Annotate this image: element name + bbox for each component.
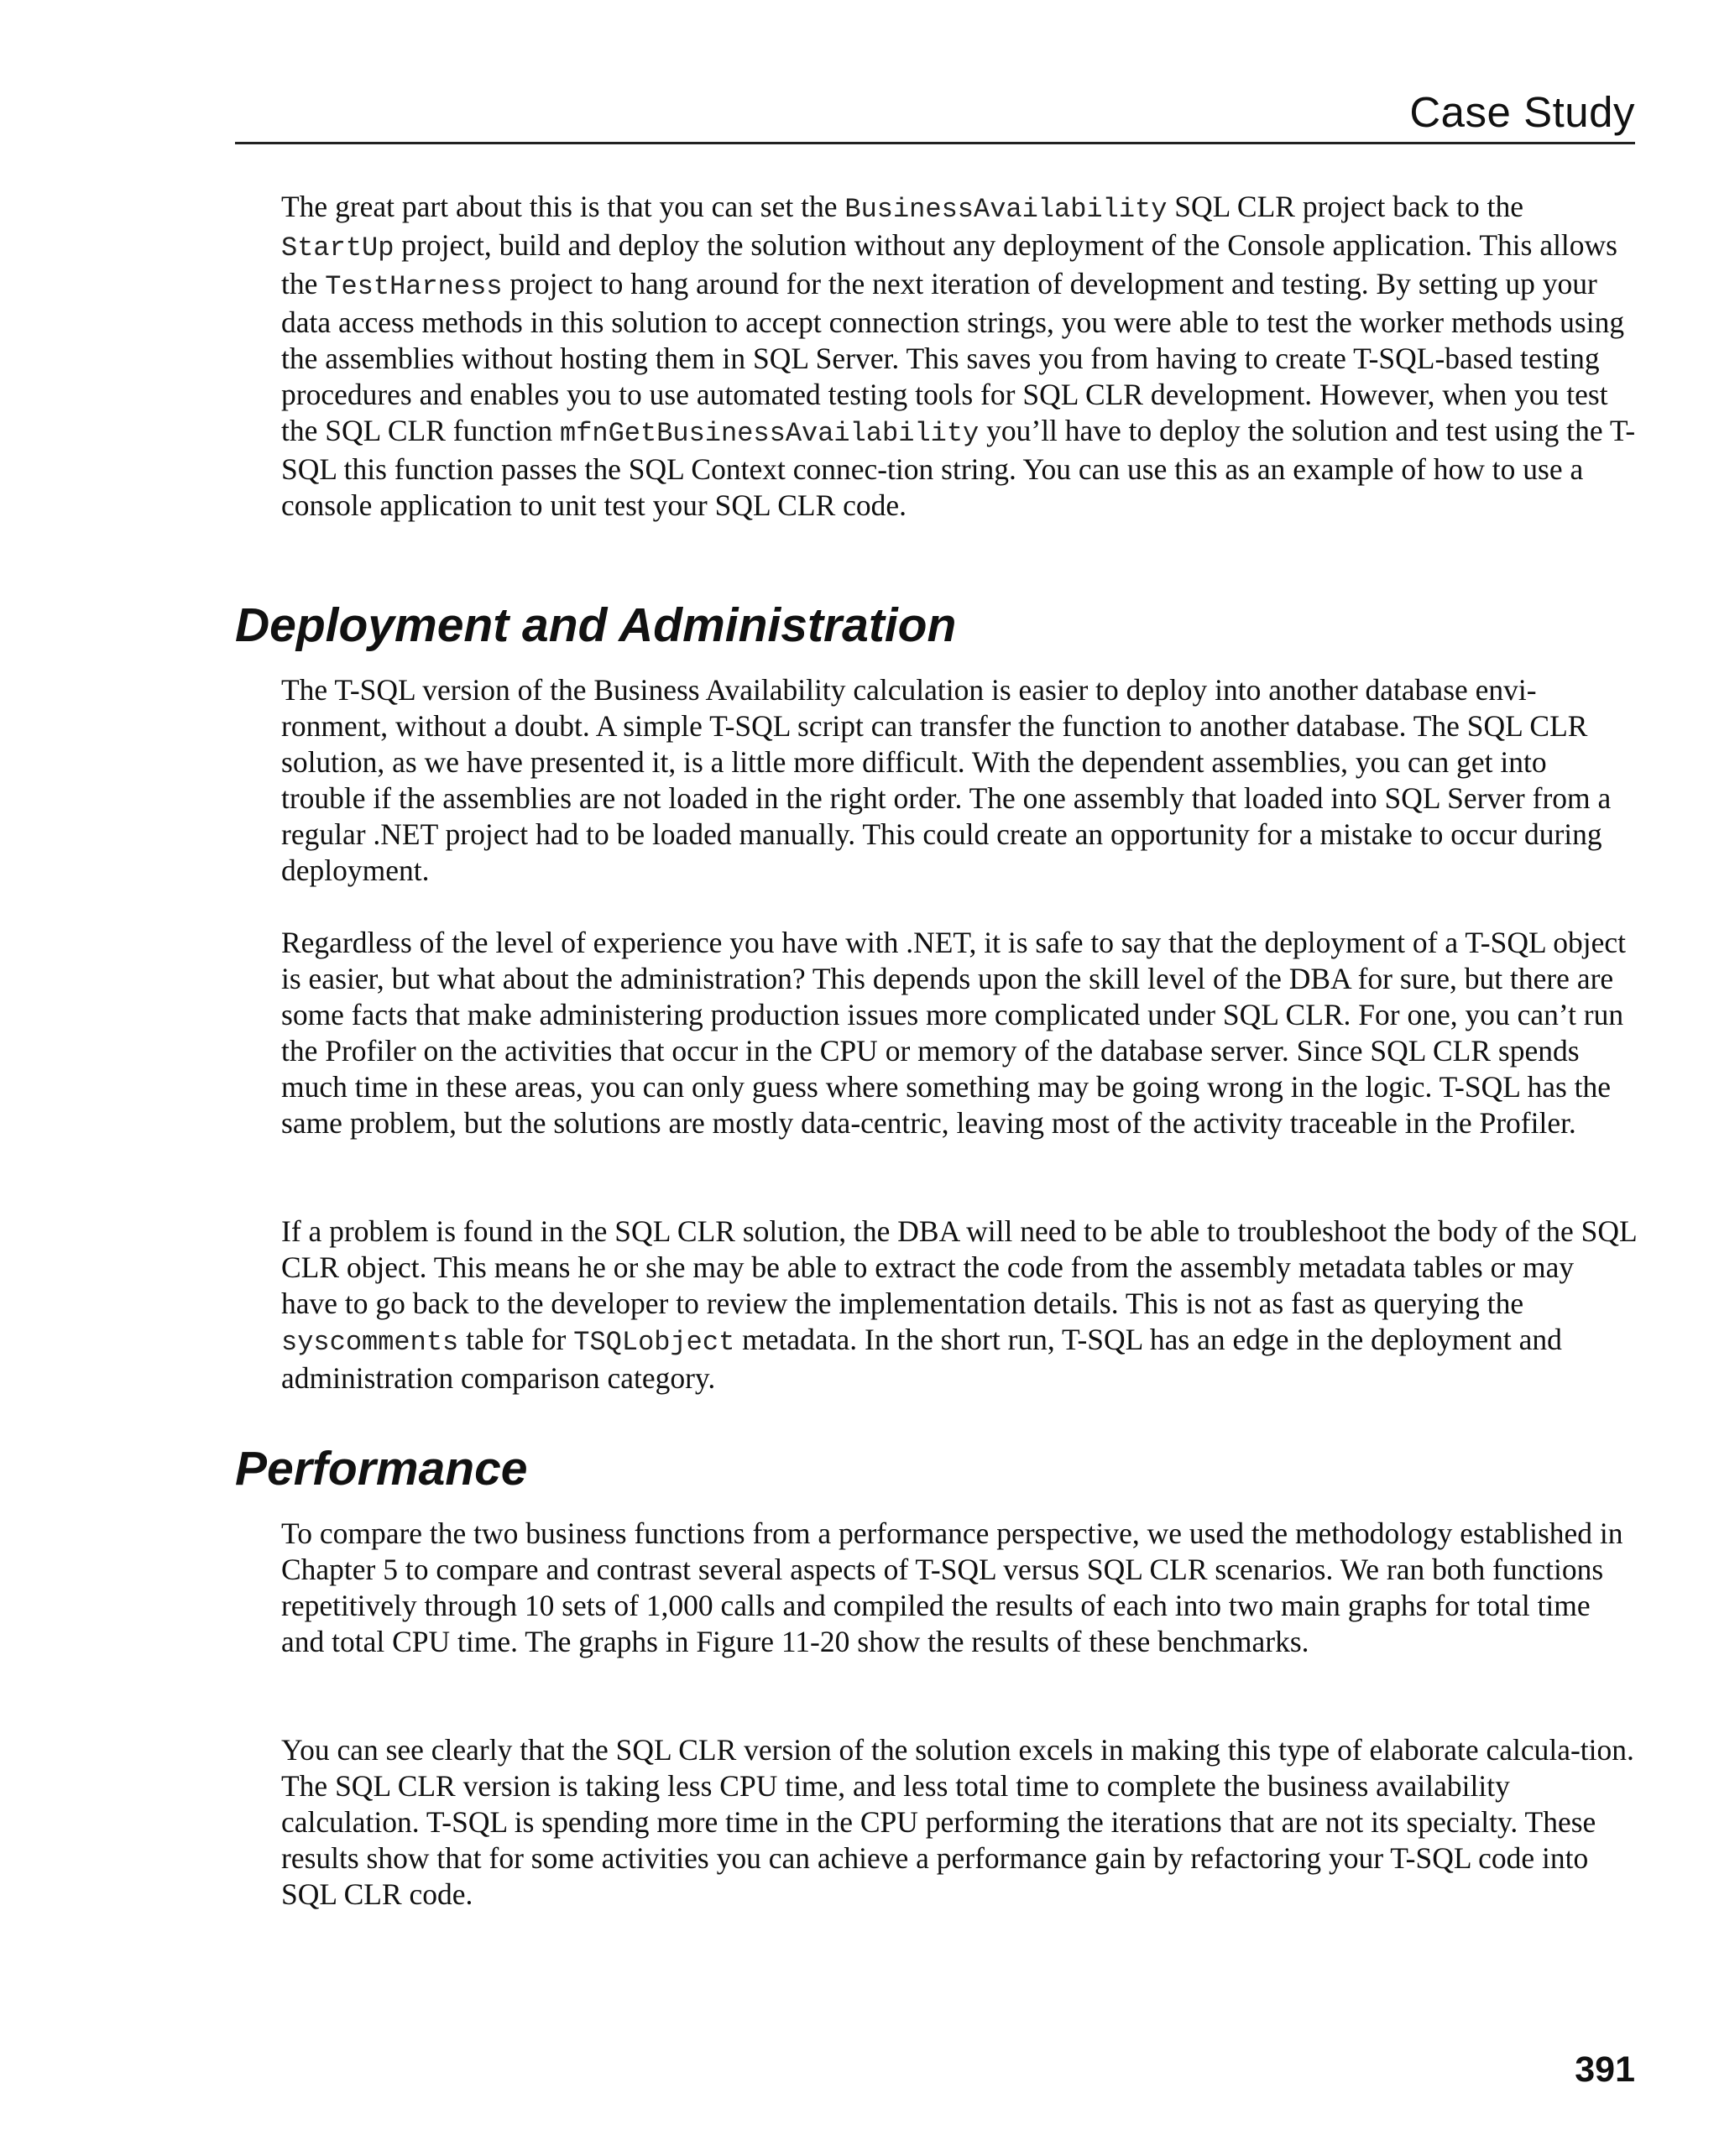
deployment-paragraph-1: The T-SQL version of the Business Availability calculation is easier to deploy into another database envi-ronment, without a doubt. A simple T-SQL script can transfer the function to another database. The SQL CLR solution, as we have presented it, is a little more difficult. With the dependent assemblies, you can get into trouble if the assemblies are not loaded in the right order. The one assembly that loaded into SQL Server from a regular .NET project had to be loaded manually. This could create an opportunity for a mistake to occur during deployment. xyxy=(281,673,1612,887)
text-run: you’ll have to deploy the solution and test using the T-SQL this function passes the SQL Context connec-tion string. You can use this as an example of how to use a console application to unit test your SQL CLR code. xyxy=(281,414,1636,522)
text-run: If a problem is found in the SQL CLR solution, the DBA will need to be able to troubleshoot the body of the SQL CLR object. This means he or she may be able to extract the code from the assembly metadata tables or may have to go back to the developer to review the implementation details. This is not as fast as querying the xyxy=(281,1214,1637,1320)
code-startup: StartUp xyxy=(281,232,394,264)
deployment-paragraph-2: Regardless of the level of experience you have with .NET, it is safe to say that the deployment of a T-SQL object is easier, but what about the administration? This depends upon the skill level of the DBA for sure, but there are some facts that make administering production issues more complicated under SQL CLR. For one, you can’t run the Profiler on the activities that occur in the CPU or memory of the database server. Since SQL CLR spends much time in these areas, you can only guess where something may be going wrong in the logic. T-SQL has the same problem, but the solutions are mostly data-centric, leaving most of the activity traceable in the Profiler. xyxy=(281,926,1626,1140)
code-business-availability: BusinessAvailability xyxy=(844,194,1168,225)
code-tsqlobject: TSQLobject xyxy=(573,1327,735,1358)
text-run: table for xyxy=(458,1323,574,1356)
text-run: The great part about this is that you can set the xyxy=(281,190,845,223)
heading-performance: Performance xyxy=(235,1442,528,1496)
code-syscomments: syscomments xyxy=(281,1327,459,1358)
running-header xyxy=(235,84,1635,144)
text-run: SQL CLR project back to the xyxy=(1167,190,1524,223)
deployment-paragraph-3 xyxy=(281,1214,1637,1396)
performance-paragraph-2: You can see clearly that the SQL CLR version of the solution excels in making this type of elaborate calcula-tion. The SQL CLR version is taking less CPU time, and less total time to complete the business availability calculation. T-SQL is spending more time in the CPU performing the iterations that are not its specialty. These results show that for some activities you can achieve a performance gain by refactoring your T-SQL code into SQL CLR code. xyxy=(281,1733,1634,1911)
code-test-harness: TestHarness xyxy=(325,271,503,302)
text-run: project, build and deploy the solution without any deployment of the Console application. This allows the xyxy=(281,228,1618,300)
text-run: metadata. In the short run, T-SQL has an edge in the deployment and administration comparison category. xyxy=(281,1323,1562,1395)
running-header-title: Case Study xyxy=(1409,88,1635,136)
code-mfn-get-business-availability: mfnGetBusinessAvailability xyxy=(559,418,980,449)
page-number: 391 xyxy=(1575,2049,1635,2090)
heading-deployment-administration: Deployment and Administration xyxy=(235,598,957,652)
text-run: project to hang around for the next iteration of development and testing. By setting up your data access methods in this solution to accept connection strings, you were able to test the worker methods using the assemblies without hosting them in SQL Server. This saves you from having to create T-SQL-based testing procedures and enables you to use automated testing tools for SQL CLR development. However, when you test the SQL CLR function xyxy=(281,267,1625,447)
intro-paragraph xyxy=(281,189,1637,524)
performance-paragraph-1: To compare the two business functions from a performance perspective, we used the methodology established in Chapter 5 to compare and contrast several aspects of T-SQL versus SQL CLR scenarios. We ran both functions repetitively through 10 sets of 1,000 calls and compiled the results of each into two main graphs for total time and total CPU time. The graphs in Figure 11-20 show the results of these benchmarks. xyxy=(281,1517,1623,1658)
